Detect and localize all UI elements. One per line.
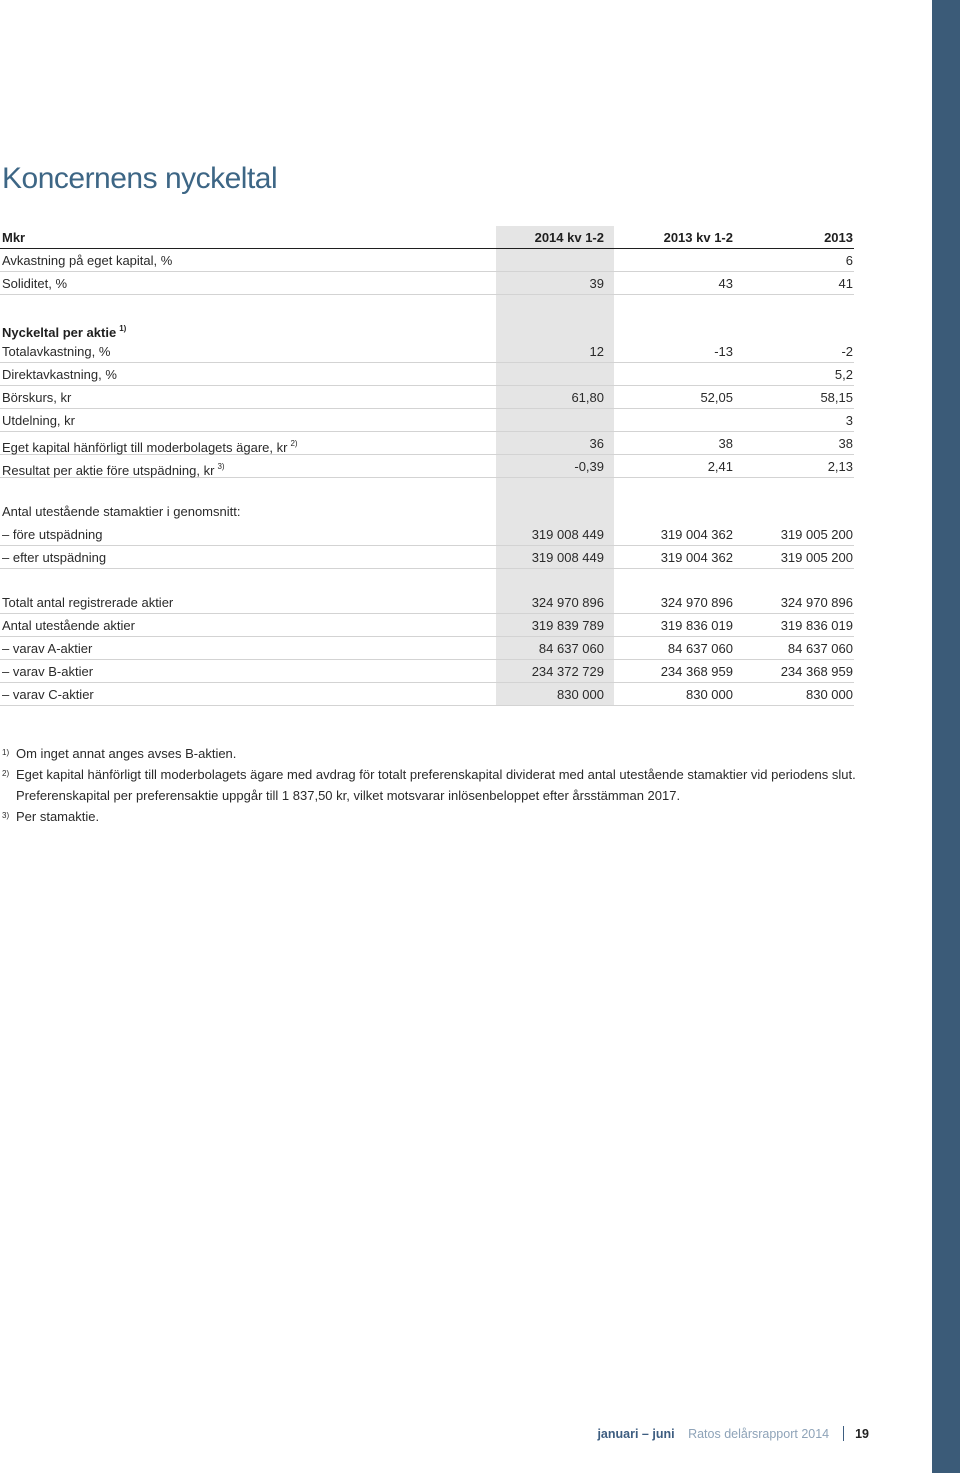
table-body xyxy=(0,249,854,706)
footnote xyxy=(2,743,902,764)
row-label-text: Nyckeltal per aktie xyxy=(2,325,117,340)
row-label xyxy=(2,614,135,637)
table-cell: 319 005 200 xyxy=(780,527,853,542)
row-label-text: Resultat per aktie före utspädning, kr xyxy=(2,463,215,478)
table-header-row xyxy=(0,226,854,249)
page-number: 19 xyxy=(855,1427,869,1441)
spacer-row xyxy=(0,478,854,500)
footnote xyxy=(2,764,902,806)
row-label xyxy=(2,363,117,386)
table-cell: 36 xyxy=(589,436,604,451)
footer-report-name: Ratos delårsrapport 2014 xyxy=(688,1427,830,1441)
table-cell: 41 xyxy=(838,276,853,291)
table-cell: 38 xyxy=(718,436,733,451)
spacer-row xyxy=(0,569,854,591)
footer-period-end: juni xyxy=(652,1427,675,1441)
row-label-text: Soliditet, % xyxy=(2,276,68,291)
table-cell: 6 xyxy=(845,253,853,268)
footnote-marker: 3) xyxy=(2,811,10,820)
table-cell: 43 xyxy=(718,276,733,291)
row-label xyxy=(2,340,110,363)
table-cell: 830 000 xyxy=(806,687,853,702)
table-cell: 319 008 449 xyxy=(531,527,604,542)
table-cell: 319 836 019 xyxy=(780,618,853,633)
footnote-ref: 3) xyxy=(217,462,225,471)
row-label xyxy=(2,660,93,683)
footer-period-start: januari xyxy=(597,1427,639,1441)
table-row xyxy=(0,386,854,409)
table-cell: 2,41 xyxy=(707,459,733,474)
row-label-text: – varav B-aktier xyxy=(2,664,94,679)
footnote-text: Per stamaktie. xyxy=(16,809,100,824)
row-label-text: – efter utspädning xyxy=(2,550,107,565)
table-row xyxy=(0,523,854,546)
table-cell: 324 970 896 xyxy=(660,595,733,610)
table-row xyxy=(0,637,854,660)
table-cell: 234 368 959 xyxy=(660,664,733,679)
page-title: Koncernens nyckeltal xyxy=(2,162,278,196)
table-row xyxy=(0,455,854,478)
row-label-text: Utdelning, kr xyxy=(2,413,75,428)
table-cell: 319 005 200 xyxy=(780,550,853,565)
table-row xyxy=(0,340,854,363)
row-label xyxy=(2,272,67,295)
footnote-text: Eget kapital hänförligt till moderbolagets ägare med avdrag för totalt preferenskapital dividerat med antal utestående stamaktier vid periodens slut. xyxy=(16,767,856,782)
table-cell: 319 839 789 xyxy=(531,618,604,633)
table-row xyxy=(0,546,854,569)
row-label-text: Direktavkastning, % xyxy=(2,367,117,382)
table-cell: 324 970 896 xyxy=(531,595,604,610)
row-label xyxy=(2,591,173,614)
table-cell: 52,05 xyxy=(700,390,733,405)
row-label-text: – före utspädning xyxy=(2,527,103,542)
table-row xyxy=(0,432,854,455)
row-label-text: Totalt antal registrerade aktier xyxy=(2,595,174,610)
footnote-marker: 1) xyxy=(2,748,10,757)
row-label-text: Avkastning på eget kapital, % xyxy=(2,253,173,268)
row-label xyxy=(2,500,240,523)
table-cell: 39 xyxy=(589,276,604,291)
table-cell: 38 xyxy=(838,436,853,451)
table-cell: 61,80 xyxy=(571,390,604,405)
table-cell: 234 368 959 xyxy=(780,664,853,679)
right-edge-bar xyxy=(932,0,960,1473)
table-cell: 319 004 362 xyxy=(660,527,733,542)
row-label xyxy=(2,637,92,660)
table-row xyxy=(0,272,854,295)
table-row xyxy=(0,249,854,272)
table-row xyxy=(0,500,854,523)
table-cell: 319 836 019 xyxy=(660,618,733,633)
header-col-2013-h1: 2013 kv 1-2 xyxy=(663,230,733,245)
row-label xyxy=(2,683,94,706)
page-footer xyxy=(597,1426,869,1441)
table-cell: 324 970 896 xyxy=(780,595,853,610)
row-label-text: Börskurs, kr xyxy=(2,390,72,405)
table-cell: 234 372 729 xyxy=(531,664,604,679)
table-cell: 84 637 060 xyxy=(667,641,733,656)
table-cell: 5,2 xyxy=(834,367,853,382)
row-label xyxy=(2,523,102,546)
key-figures-table xyxy=(0,226,854,706)
table-row xyxy=(0,614,854,637)
footer-dash: – xyxy=(641,1427,653,1441)
table-cell: 12 xyxy=(589,344,604,359)
table-cell: -0,39 xyxy=(574,459,604,474)
table-cell: 58,15 xyxy=(820,390,853,405)
row-label xyxy=(2,249,172,272)
footnote xyxy=(2,806,902,827)
table-cell: 3 xyxy=(845,413,853,428)
row-label-text: – varav A-aktier xyxy=(2,641,93,656)
row-label-text: Eget kapital hänförligt till moderbolagets ägare, kr xyxy=(2,440,288,455)
table-cell: 84 637 060 xyxy=(538,641,604,656)
header-unit-label: Mkr xyxy=(2,230,26,245)
footnote-ref: 2) xyxy=(290,439,298,448)
table-cell: -2 xyxy=(841,344,853,359)
row-label-text: – varav C-aktier xyxy=(2,687,94,702)
row-label-text: Antal utestående stamaktier i genomsnitt: xyxy=(2,504,241,519)
header-col-2013: 2013 xyxy=(824,230,853,245)
section-heading-row xyxy=(0,317,854,340)
table-row xyxy=(0,660,854,683)
table-row xyxy=(0,409,854,432)
table-cell: 2,13 xyxy=(827,459,853,474)
footnote-marker: 2) xyxy=(2,769,10,778)
table-row xyxy=(0,591,854,614)
table-cell: 84 637 060 xyxy=(787,641,853,656)
footnote-ref: 1) xyxy=(119,324,127,333)
table-cell: 830 000 xyxy=(557,687,604,702)
footnotes xyxy=(2,743,902,827)
row-label xyxy=(2,409,75,432)
header-col-2014-h1: 2014 kv 1-2 xyxy=(534,230,604,245)
row-label-text: Antal utestående aktier xyxy=(2,618,135,633)
footnote-text: Om inget annat anges avses B-aktien. xyxy=(16,746,237,761)
row-label xyxy=(2,546,106,569)
table-cell: 319 008 449 xyxy=(531,550,604,565)
table-row xyxy=(0,363,854,386)
spacer-row xyxy=(0,295,854,317)
table-cell: 319 004 362 xyxy=(660,550,733,565)
footnote-text: Preferenskapital per preferensaktie uppgår till 1 837,50 kr, vilket motsvarar inlösenbeloppet efter årsstämman 2017. xyxy=(16,788,681,803)
row-label xyxy=(2,386,71,409)
table-row xyxy=(0,683,854,706)
table-cell: 830 000 xyxy=(686,687,733,702)
footer-separator xyxy=(843,1426,844,1441)
table-cell: -13 xyxy=(714,344,733,359)
row-label-text: Totalavkastning, % xyxy=(2,344,111,359)
